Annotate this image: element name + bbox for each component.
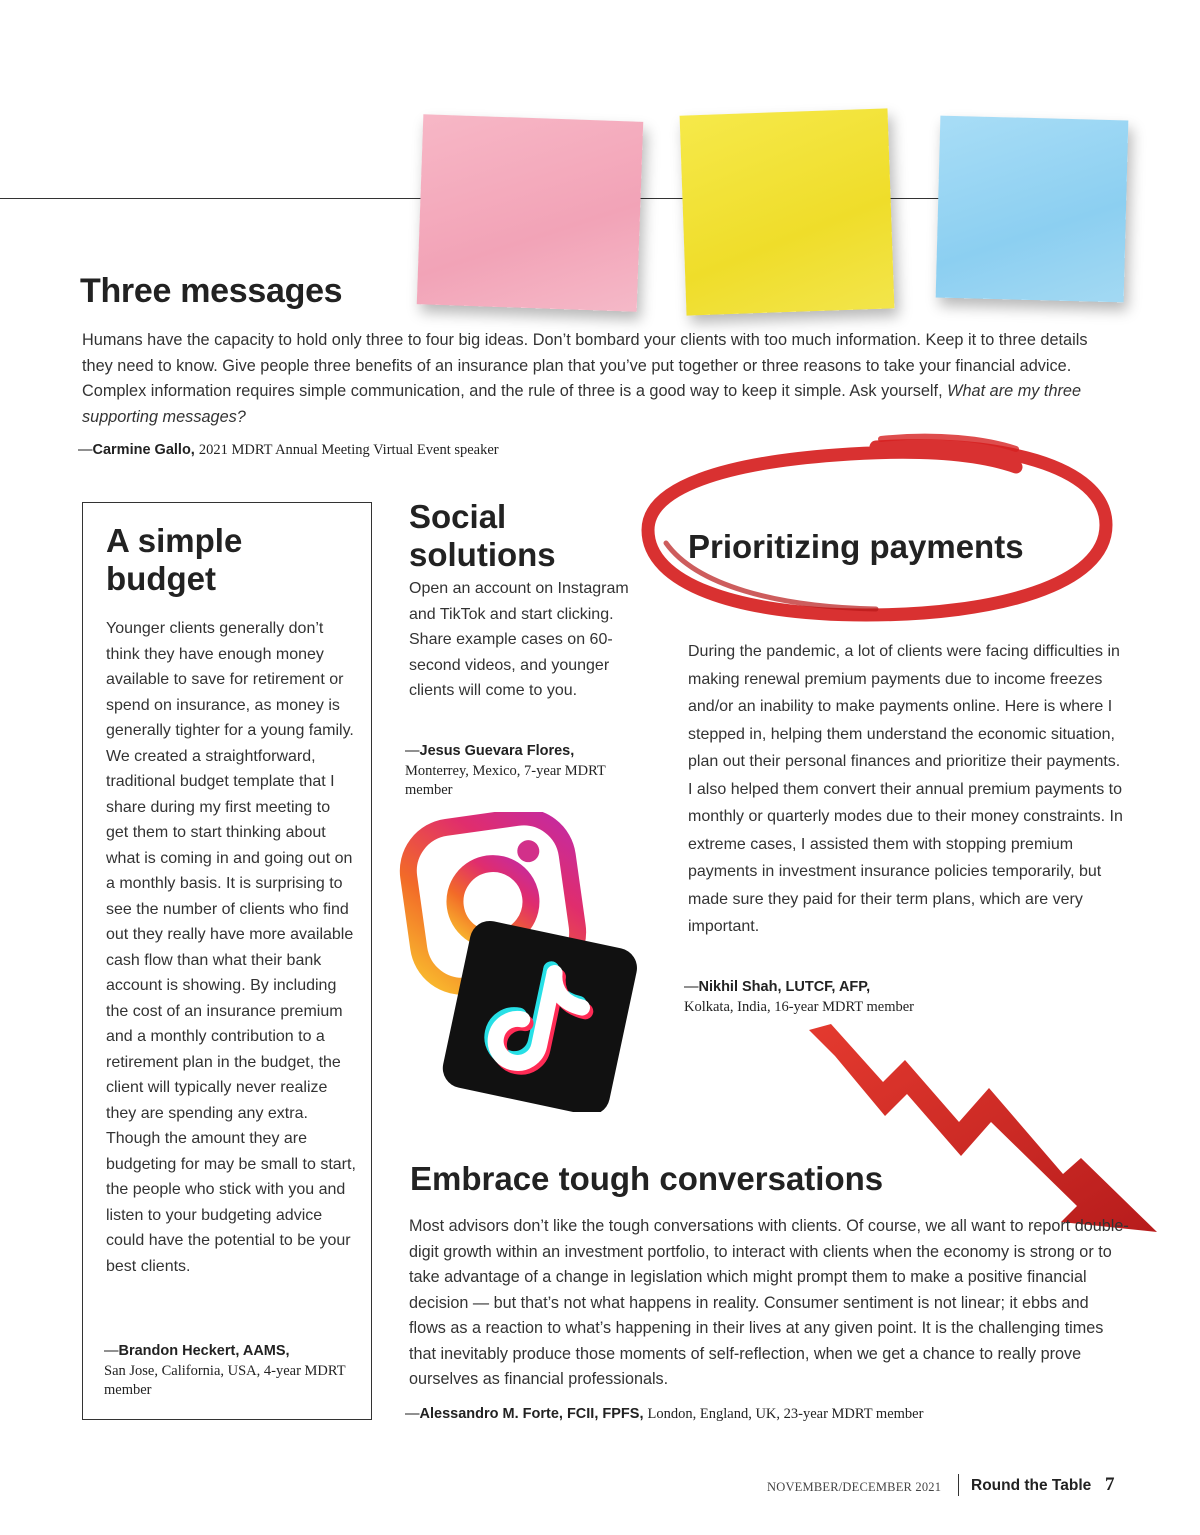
- social-solutions-attribution: [405, 742, 635, 801]
- red-down-arrow-icon: [805, 1022, 1160, 1240]
- footer-magazine-name: Round the Table: [971, 1477, 1092, 1494]
- three-messages-text: Humans have the capacity to hold only three to four big ideas. Don’t bombard your clients with too much information. Keep it to three details they need to know. Give people three benefits of an insurance plan that you’ve put together or three reasons to take your financial advice. Complex information requires simple communication, and the rule of three is a good way to keep it simple. Ask yourself,: [82, 331, 1088, 401]
- attribution-name: Brandon Heckert, AAMS,: [118, 1343, 290, 1359]
- tough-conversations-heading: Embrace tough conversations: [410, 1160, 884, 1197]
- footer-page-number: 7: [1105, 1474, 1115, 1495]
- prioritizing-payments-body: During the pandemic, a lot of clients were facing difficulties in making renewal premium payments due to income freezes and/or an inability to make payments online. Here is where I stepped in, helping them understand the economic situation, plan out their personal finances and prioritize their payments. I also helped them convert their annual premium payments to monthly or quarterly modes due to their money constraints. In extreme cases, I assisted them with stopping premium payments in investment insurance policies temporarily, but made sure they paid for their term plans, which are very important.: [688, 643, 1123, 935]
- simple-budget-body: Younger clients generally don’t think they have enough money available to save for retirement or spend on insurance, as money is generally tighter for a young family. We created a straightforward, traditional budget template that I share during my first meeting to get them to start thinking about what is coming in and going out on a monthly basis. It is surprising to see the number of clients who find out they really have more available cash flow than what their bank account is showing. By including the cost of an insurance premium and a monthly contribution to a retirement plan in the budget, the client will typically never realize they are spending any extra. Though the amount they are budgeting for may be small to start, the people who stick with you and listen to your budgeting advice could have the potential to be your best clients.: [106, 620, 356, 1275]
- attribution-name: Carmine Gallo,: [92, 442, 195, 458]
- prioritizing-payments-heading: Prioritizing payments: [688, 528, 1024, 565]
- social-solutions-heading: Social solutions: [409, 498, 556, 573]
- tough-conversations-body: Most advisors don’t like the tough conversations with clients. Of course, we all want to report double-digit growth within an investment portfolio, to interact with clients when the economy is strong or to take advantage of a change in legislation which might prompt them to make a positive financial decision — but that’s not what happens in reality. Consumer sentiment is not linear; it ebbs and flows as a reaction to what’s happening in their lives at any given point. It is the challenging times that inevitably produce those moments of self-reflection, when we get a chance to really prove ourselves as financial professionals.: [409, 1217, 1129, 1388]
- simple-budget-heading: A simple budget: [106, 522, 243, 597]
- simple-budget-attribution: [104, 1342, 354, 1401]
- attribution-dash: —: [405, 1406, 420, 1422]
- attribution-detail: 2021 MDRT Annual Meeting Virtual Event speaker: [198, 442, 499, 458]
- tiktok-logo-icon: [439, 917, 641, 1112]
- attribution-dash: —: [104, 1343, 119, 1359]
- social-logos: [395, 812, 645, 1112]
- attribution-detail: Kolkata, India, 16-year MDRT member: [684, 998, 914, 1015]
- yellow-sticky-note: [680, 108, 895, 315]
- tough-conversations-attribution: [405, 1406, 1105, 1423]
- attribution-dash: —: [78, 442, 93, 458]
- pink-sticky-note: [417, 114, 643, 312]
- attribution-dash: —: [405, 743, 420, 759]
- attribution-dash: —: [684, 979, 699, 995]
- prioritizing-payments-attribution: [684, 978, 1104, 1017]
- attribution-name: Jesus Guevara Flores,: [419, 743, 575, 759]
- blue-sticky-note: [936, 116, 1129, 303]
- footer-issue-date: NOVEMBER/DECEMBER 2021: [767, 1480, 942, 1494]
- three-messages-italic: What are my three supporting messages?: [82, 382, 1082, 426]
- three-messages-attribution: [78, 442, 499, 459]
- attribution-detail: San Jose, California, USA, 4-year MDRT member: [104, 1362, 346, 1398]
- social-solutions-body: Open an account on Instagram and TikTok and start clicking. Share example cases on 60-second videos, and younger clients will come to you.: [409, 580, 629, 699]
- attribution-detail: London, England, UK, 23-year MDRT member: [647, 1406, 924, 1422]
- attribution-name: Nikhil Shah, LUTCF, AFP,: [698, 979, 871, 995]
- three-messages-heading: Three messages: [80, 272, 343, 310]
- attribution-name: Alessandro M. Forte, FCII, FPFS,: [419, 1406, 644, 1422]
- attribution-detail: Monterrey, Mexico, 7-year MDRT member: [405, 762, 606, 798]
- footer-separator: [958, 1474, 959, 1496]
- three-messages-body: [82, 328, 1092, 430]
